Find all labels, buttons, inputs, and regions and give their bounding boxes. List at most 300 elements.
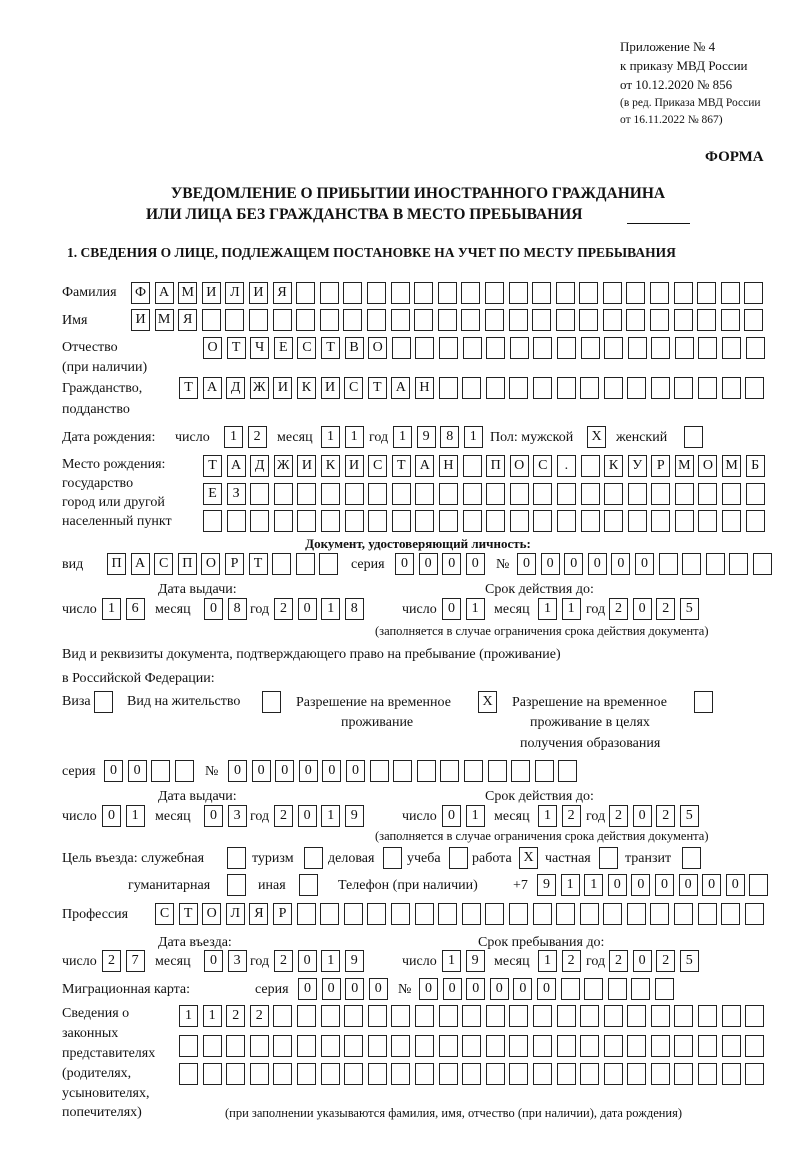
- char-cell[interactable]: [674, 309, 693, 331]
- char-cell[interactable]: [321, 483, 340, 505]
- char-cell[interactable]: 0: [419, 978, 438, 1000]
- char-cell[interactable]: 1: [321, 598, 340, 620]
- char-cell[interactable]: [684, 426, 703, 448]
- char-cell[interactable]: Н: [415, 377, 434, 399]
- char-cell[interactable]: 1: [102, 598, 121, 620]
- profession-field[interactable]: [155, 903, 764, 925]
- char-cell[interactable]: [488, 760, 507, 782]
- char-cell[interactable]: В: [345, 337, 364, 359]
- doc-issue-day-field[interactable]: [102, 805, 145, 827]
- birth-place-row-2[interactable]: [203, 483, 765, 505]
- char-cell[interactable]: [721, 309, 740, 331]
- char-cell[interactable]: [439, 377, 458, 399]
- char-cell[interactable]: 8: [228, 598, 247, 620]
- char-cell[interactable]: 0: [322, 760, 341, 782]
- char-cell[interactable]: 0: [102, 805, 121, 827]
- char-cell[interactable]: 1: [321, 805, 340, 827]
- char-cell[interactable]: [175, 760, 194, 782]
- char-cell[interactable]: [556, 282, 575, 304]
- char-cell[interactable]: [463, 455, 482, 477]
- char-cell[interactable]: [391, 1035, 410, 1057]
- char-cell[interactable]: Л: [226, 903, 245, 925]
- char-cell[interactable]: О: [202, 903, 221, 925]
- char-cell[interactable]: Д: [226, 377, 245, 399]
- char-cell[interactable]: И: [321, 377, 340, 399]
- char-cell[interactable]: [535, 760, 554, 782]
- char-cell[interactable]: [510, 510, 529, 532]
- char-cell[interactable]: [344, 1035, 363, 1057]
- char-cell[interactable]: [297, 510, 316, 532]
- sex-male-checkbox[interactable]: [587, 426, 606, 448]
- char-cell[interactable]: [461, 282, 480, 304]
- temp-residence-checkbox[interactable]: [478, 691, 497, 713]
- char-cell[interactable]: 0: [395, 553, 414, 575]
- char-cell[interactable]: [650, 309, 669, 331]
- char-cell[interactable]: [533, 1035, 552, 1057]
- char-cell[interactable]: [368, 483, 387, 505]
- char-cell[interactable]: [650, 903, 669, 925]
- char-cell[interactable]: [627, 1035, 646, 1057]
- char-cell[interactable]: Ч: [250, 337, 269, 359]
- char-cell[interactable]: 1: [466, 805, 485, 827]
- doc-issue-year-field[interactable]: [274, 805, 364, 827]
- char-cell[interactable]: 0: [631, 874, 650, 896]
- char-cell[interactable]: 0: [346, 760, 365, 782]
- char-cell[interactable]: [343, 309, 362, 331]
- char-cell[interactable]: [227, 847, 246, 869]
- char-cell[interactable]: Т: [227, 337, 246, 359]
- char-cell[interactable]: 6: [126, 598, 145, 620]
- char-cell[interactable]: [273, 1035, 292, 1057]
- char-cell[interactable]: [604, 337, 623, 359]
- char-cell[interactable]: [392, 483, 411, 505]
- char-cell[interactable]: 0: [442, 598, 461, 620]
- char-cell[interactable]: 2: [609, 805, 628, 827]
- char-cell[interactable]: Р: [651, 455, 670, 477]
- char-cell[interactable]: [486, 1035, 505, 1057]
- char-cell[interactable]: [603, 282, 622, 304]
- char-cell[interactable]: [297, 1063, 316, 1085]
- char-cell[interactable]: [510, 337, 529, 359]
- char-cell[interactable]: [274, 510, 293, 532]
- char-cell[interactable]: Ж: [250, 377, 269, 399]
- char-cell[interactable]: [486, 510, 505, 532]
- char-cell[interactable]: [179, 1035, 198, 1057]
- card-number-field[interactable]: [419, 978, 674, 1000]
- char-cell[interactable]: [320, 309, 339, 331]
- char-cell[interactable]: [628, 337, 647, 359]
- char-cell[interactable]: 0: [298, 978, 317, 1000]
- char-cell[interactable]: О: [201, 553, 220, 575]
- char-cell[interactable]: 1: [561, 874, 580, 896]
- char-cell[interactable]: [651, 337, 670, 359]
- char-cell[interactable]: Т: [179, 377, 198, 399]
- char-cell[interactable]: [225, 309, 244, 331]
- char-cell[interactable]: М: [178, 282, 197, 304]
- char-cell[interactable]: С: [533, 455, 552, 477]
- char-cell[interactable]: [392, 337, 411, 359]
- char-cell[interactable]: [320, 282, 339, 304]
- id-issue-month-field[interactable]: [204, 598, 247, 620]
- entry-year-field[interactable]: [274, 950, 364, 972]
- char-cell[interactable]: 1: [466, 598, 485, 620]
- char-cell[interactable]: [674, 282, 693, 304]
- char-cell[interactable]: [729, 553, 748, 575]
- char-cell[interactable]: [674, 1005, 693, 1027]
- birth-year-field[interactable]: [393, 426, 483, 448]
- char-cell[interactable]: [391, 309, 410, 331]
- char-cell[interactable]: [533, 1063, 552, 1085]
- char-cell[interactable]: [557, 377, 576, 399]
- char-cell[interactable]: 2: [274, 598, 293, 620]
- char-cell[interactable]: 0: [588, 553, 607, 575]
- char-cell[interactable]: [367, 282, 386, 304]
- char-cell[interactable]: [557, 1005, 576, 1027]
- char-cell[interactable]: [580, 377, 599, 399]
- char-cell[interactable]: 1: [203, 1005, 222, 1027]
- char-cell[interactable]: [439, 1063, 458, 1085]
- char-cell[interactable]: Я: [178, 309, 197, 331]
- char-cell[interactable]: [203, 1063, 222, 1085]
- char-cell[interactable]: 0: [541, 553, 560, 575]
- char-cell[interactable]: [262, 691, 281, 713]
- char-cell[interactable]: [415, 1005, 434, 1027]
- char-cell[interactable]: 0: [564, 553, 583, 575]
- char-cell[interactable]: 0: [633, 805, 652, 827]
- char-cell[interactable]: [532, 282, 551, 304]
- char-cell[interactable]: Л: [225, 282, 244, 304]
- char-cell[interactable]: [659, 553, 678, 575]
- char-cell[interactable]: К: [604, 455, 623, 477]
- char-cell[interactable]: Д: [250, 455, 269, 477]
- char-cell[interactable]: [249, 309, 268, 331]
- char-cell[interactable]: 0: [369, 978, 388, 1000]
- char-cell[interactable]: [250, 1063, 269, 1085]
- char-cell[interactable]: А: [155, 282, 174, 304]
- char-cell[interactable]: [557, 483, 576, 505]
- char-cell[interactable]: 0: [252, 760, 271, 782]
- char-cell[interactable]: 1: [464, 426, 483, 448]
- char-cell[interactable]: [745, 1035, 764, 1057]
- char-cell[interactable]: [651, 1063, 670, 1085]
- char-cell[interactable]: [438, 309, 457, 331]
- char-cell[interactable]: X: [587, 426, 606, 448]
- char-cell[interactable]: 8: [440, 426, 459, 448]
- purpose-tourism-checkbox[interactable]: [304, 847, 323, 869]
- char-cell[interactable]: [509, 1005, 528, 1027]
- id-valid-month-field[interactable]: [538, 598, 581, 620]
- char-cell[interactable]: А: [203, 377, 222, 399]
- char-cell[interactable]: [368, 1035, 387, 1057]
- char-cell[interactable]: [440, 760, 459, 782]
- char-cell[interactable]: [584, 978, 603, 1000]
- purpose-work-checkbox[interactable]: [519, 847, 538, 869]
- char-cell[interactable]: [581, 337, 600, 359]
- char-cell[interactable]: [650, 282, 669, 304]
- id-number-field[interactable]: [517, 553, 772, 575]
- id-kind-field[interactable]: [107, 553, 338, 575]
- char-cell[interactable]: [698, 510, 717, 532]
- char-cell[interactable]: 0: [537, 978, 556, 1000]
- char-cell[interactable]: 0: [517, 553, 536, 575]
- char-cell[interactable]: [511, 760, 530, 782]
- char-cell[interactable]: 1: [126, 805, 145, 827]
- char-cell[interactable]: [533, 337, 552, 359]
- char-cell[interactable]: И: [249, 282, 268, 304]
- char-cell[interactable]: [296, 553, 315, 575]
- char-cell[interactable]: [722, 337, 741, 359]
- char-cell[interactable]: 0: [702, 874, 721, 896]
- char-cell[interactable]: [651, 1035, 670, 1057]
- char-cell[interactable]: [580, 1035, 599, 1057]
- char-cell[interactable]: [297, 1005, 316, 1027]
- purpose-private-checkbox[interactable]: [599, 847, 618, 869]
- char-cell[interactable]: [608, 978, 627, 1000]
- char-cell[interactable]: [557, 337, 576, 359]
- char-cell[interactable]: [250, 483, 269, 505]
- birth-month-field[interactable]: [321, 426, 364, 448]
- char-cell[interactable]: [297, 483, 316, 505]
- char-cell[interactable]: 1: [538, 805, 557, 827]
- char-cell[interactable]: [581, 510, 600, 532]
- char-cell[interactable]: И: [297, 455, 316, 477]
- char-cell[interactable]: 0: [128, 760, 147, 782]
- char-cell[interactable]: [391, 903, 410, 925]
- char-cell[interactable]: 0: [204, 598, 223, 620]
- char-cell[interactable]: К: [297, 377, 316, 399]
- char-cell[interactable]: [580, 1005, 599, 1027]
- doc-series-field[interactable]: [104, 760, 194, 782]
- char-cell[interactable]: П: [107, 553, 126, 575]
- char-cell[interactable]: 0: [275, 760, 294, 782]
- char-cell[interactable]: [627, 903, 646, 925]
- char-cell[interactable]: [675, 510, 694, 532]
- char-cell[interactable]: [753, 553, 772, 575]
- char-cell[interactable]: А: [391, 377, 410, 399]
- char-cell[interactable]: Б: [746, 455, 765, 477]
- char-cell[interactable]: [533, 1005, 552, 1027]
- purpose-transit-checkbox[interactable]: [682, 847, 701, 869]
- id-issue-year-field[interactable]: [274, 598, 364, 620]
- char-cell[interactable]: [579, 282, 598, 304]
- char-cell[interactable]: Т: [321, 337, 340, 359]
- char-cell[interactable]: [698, 1063, 717, 1085]
- char-cell[interactable]: [344, 903, 363, 925]
- char-cell[interactable]: [321, 1035, 340, 1057]
- char-cell[interactable]: [558, 760, 577, 782]
- char-cell[interactable]: [698, 1035, 717, 1057]
- char-cell[interactable]: [627, 377, 646, 399]
- char-cell[interactable]: [561, 978, 580, 1000]
- char-cell[interactable]: [509, 1063, 528, 1085]
- char-cell[interactable]: Е: [203, 483, 222, 505]
- char-cell[interactable]: С: [368, 455, 387, 477]
- char-cell[interactable]: [417, 760, 436, 782]
- char-cell[interactable]: 0: [299, 760, 318, 782]
- char-cell[interactable]: [675, 483, 694, 505]
- char-cell[interactable]: [438, 282, 457, 304]
- char-cell[interactable]: 2: [656, 805, 675, 827]
- id-series-field[interactable]: [395, 553, 485, 575]
- char-cell[interactable]: [745, 903, 764, 925]
- char-cell[interactable]: [556, 309, 575, 331]
- char-cell[interactable]: [722, 483, 741, 505]
- doc-valid-day-field[interactable]: [442, 805, 485, 827]
- char-cell[interactable]: [698, 1005, 717, 1027]
- char-cell[interactable]: [299, 874, 318, 896]
- char-cell[interactable]: [674, 377, 693, 399]
- char-cell[interactable]: [626, 282, 645, 304]
- char-cell[interactable]: [722, 1035, 741, 1057]
- char-cell[interactable]: [533, 377, 552, 399]
- char-cell[interactable]: [367, 903, 386, 925]
- char-cell[interactable]: [533, 903, 552, 925]
- char-cell[interactable]: [414, 282, 433, 304]
- char-cell[interactable]: [745, 377, 764, 399]
- char-cell[interactable]: 0: [726, 874, 745, 896]
- char-cell[interactable]: Е: [274, 337, 293, 359]
- char-cell[interactable]: [321, 1063, 340, 1085]
- char-cell[interactable]: [297, 903, 316, 925]
- char-cell[interactable]: [462, 1035, 481, 1057]
- char-cell[interactable]: [706, 553, 725, 575]
- char-cell[interactable]: [557, 510, 576, 532]
- char-cell[interactable]: 2: [609, 598, 628, 620]
- char-cell[interactable]: [509, 1035, 528, 1057]
- char-cell[interactable]: [721, 282, 740, 304]
- char-cell[interactable]: [94, 691, 113, 713]
- char-cell[interactable]: 9: [345, 950, 364, 972]
- char-cell[interactable]: 0: [679, 874, 698, 896]
- char-cell[interactable]: Т: [179, 903, 198, 925]
- char-cell[interactable]: [604, 377, 623, 399]
- char-cell[interactable]: С: [155, 903, 174, 925]
- char-cell[interactable]: [273, 1063, 292, 1085]
- char-cell[interactable]: X: [478, 691, 497, 713]
- char-cell[interactable]: [628, 510, 647, 532]
- char-cell[interactable]: [250, 1035, 269, 1057]
- char-cell[interactable]: 0: [204, 805, 223, 827]
- char-cell[interactable]: [697, 282, 716, 304]
- char-cell[interactable]: [674, 1063, 693, 1085]
- char-cell[interactable]: [486, 377, 505, 399]
- char-cell[interactable]: [226, 1035, 245, 1057]
- char-cell[interactable]: [604, 1063, 623, 1085]
- purpose-humanitarian-checkbox[interactable]: [227, 874, 246, 896]
- char-cell[interactable]: [274, 483, 293, 505]
- char-cell[interactable]: [368, 1005, 387, 1027]
- char-cell[interactable]: С: [344, 377, 363, 399]
- char-cell[interactable]: 0: [204, 950, 223, 972]
- char-cell[interactable]: [462, 377, 481, 399]
- char-cell[interactable]: [368, 1063, 387, 1085]
- char-cell[interactable]: [296, 309, 315, 331]
- char-cell[interactable]: С: [297, 337, 316, 359]
- char-cell[interactable]: 0: [466, 978, 485, 1000]
- purpose-other-checkbox[interactable]: [299, 874, 318, 896]
- char-cell[interactable]: 1: [321, 950, 340, 972]
- char-cell[interactable]: [304, 847, 323, 869]
- char-cell[interactable]: [655, 978, 674, 1000]
- char-cell[interactable]: 2: [274, 805, 293, 827]
- char-cell[interactable]: Р: [225, 553, 244, 575]
- char-cell[interactable]: [744, 282, 763, 304]
- char-cell[interactable]: 0: [442, 805, 461, 827]
- char-cell[interactable]: 0: [228, 760, 247, 782]
- char-cell[interactable]: [321, 1005, 340, 1027]
- char-cell[interactable]: [604, 1005, 623, 1027]
- char-cell[interactable]: [368, 510, 387, 532]
- char-cell[interactable]: 1: [538, 950, 557, 972]
- char-cell[interactable]: 2: [248, 426, 267, 448]
- char-cell[interactable]: 1: [538, 598, 557, 620]
- char-cell[interactable]: [179, 1063, 198, 1085]
- id-valid-day-field[interactable]: [442, 598, 485, 620]
- char-cell[interactable]: А: [131, 553, 150, 575]
- char-cell[interactable]: [722, 1005, 741, 1027]
- char-cell[interactable]: [415, 510, 434, 532]
- char-cell[interactable]: [486, 1063, 505, 1085]
- char-cell[interactable]: 1: [321, 426, 340, 448]
- entry-month-field[interactable]: [204, 950, 247, 972]
- char-cell[interactable]: [438, 903, 457, 925]
- char-cell[interactable]: [603, 903, 622, 925]
- char-cell[interactable]: 0: [490, 978, 509, 1000]
- char-cell[interactable]: Т: [368, 377, 387, 399]
- char-cell[interactable]: [651, 377, 670, 399]
- char-cell[interactable]: [532, 309, 551, 331]
- char-cell[interactable]: [383, 847, 402, 869]
- char-cell[interactable]: [226, 1063, 245, 1085]
- char-cell[interactable]: [698, 337, 717, 359]
- char-cell[interactable]: [631, 978, 650, 1000]
- char-cell[interactable]: 3: [228, 805, 247, 827]
- char-cell[interactable]: [533, 510, 552, 532]
- char-cell[interactable]: З: [227, 483, 246, 505]
- id-issue-day-field[interactable]: [102, 598, 145, 620]
- char-cell[interactable]: [486, 337, 505, 359]
- char-cell[interactable]: [651, 1005, 670, 1027]
- char-cell[interactable]: [449, 847, 468, 869]
- char-cell[interactable]: [343, 282, 362, 304]
- char-cell[interactable]: [745, 1005, 764, 1027]
- char-cell[interactable]: [651, 483, 670, 505]
- char-cell[interactable]: [415, 483, 434, 505]
- char-cell[interactable]: О: [368, 337, 387, 359]
- char-cell[interactable]: [698, 903, 717, 925]
- char-cell[interactable]: И: [273, 377, 292, 399]
- char-cell[interactable]: [393, 760, 412, 782]
- char-cell[interactable]: [722, 377, 741, 399]
- char-cell[interactable]: [486, 483, 505, 505]
- legal-rep-row-2[interactable]: [179, 1035, 764, 1057]
- sex-female-checkbox[interactable]: [684, 426, 703, 448]
- char-cell[interactable]: [580, 903, 599, 925]
- residence-permit-checkbox[interactable]: [262, 691, 281, 713]
- char-cell[interactable]: О: [698, 455, 717, 477]
- char-cell[interactable]: [392, 510, 411, 532]
- purpose-business-checkbox[interactable]: [383, 847, 402, 869]
- legal-rep-row-3[interactable]: [179, 1063, 764, 1085]
- char-cell[interactable]: [628, 483, 647, 505]
- char-cell[interactable]: 0: [419, 553, 438, 575]
- char-cell[interactable]: 2: [274, 950, 293, 972]
- char-cell[interactable]: [415, 1035, 434, 1057]
- char-cell[interactable]: 7: [126, 950, 145, 972]
- char-cell[interactable]: [273, 1005, 292, 1027]
- name-field[interactable]: [131, 309, 763, 331]
- char-cell[interactable]: [674, 1035, 693, 1057]
